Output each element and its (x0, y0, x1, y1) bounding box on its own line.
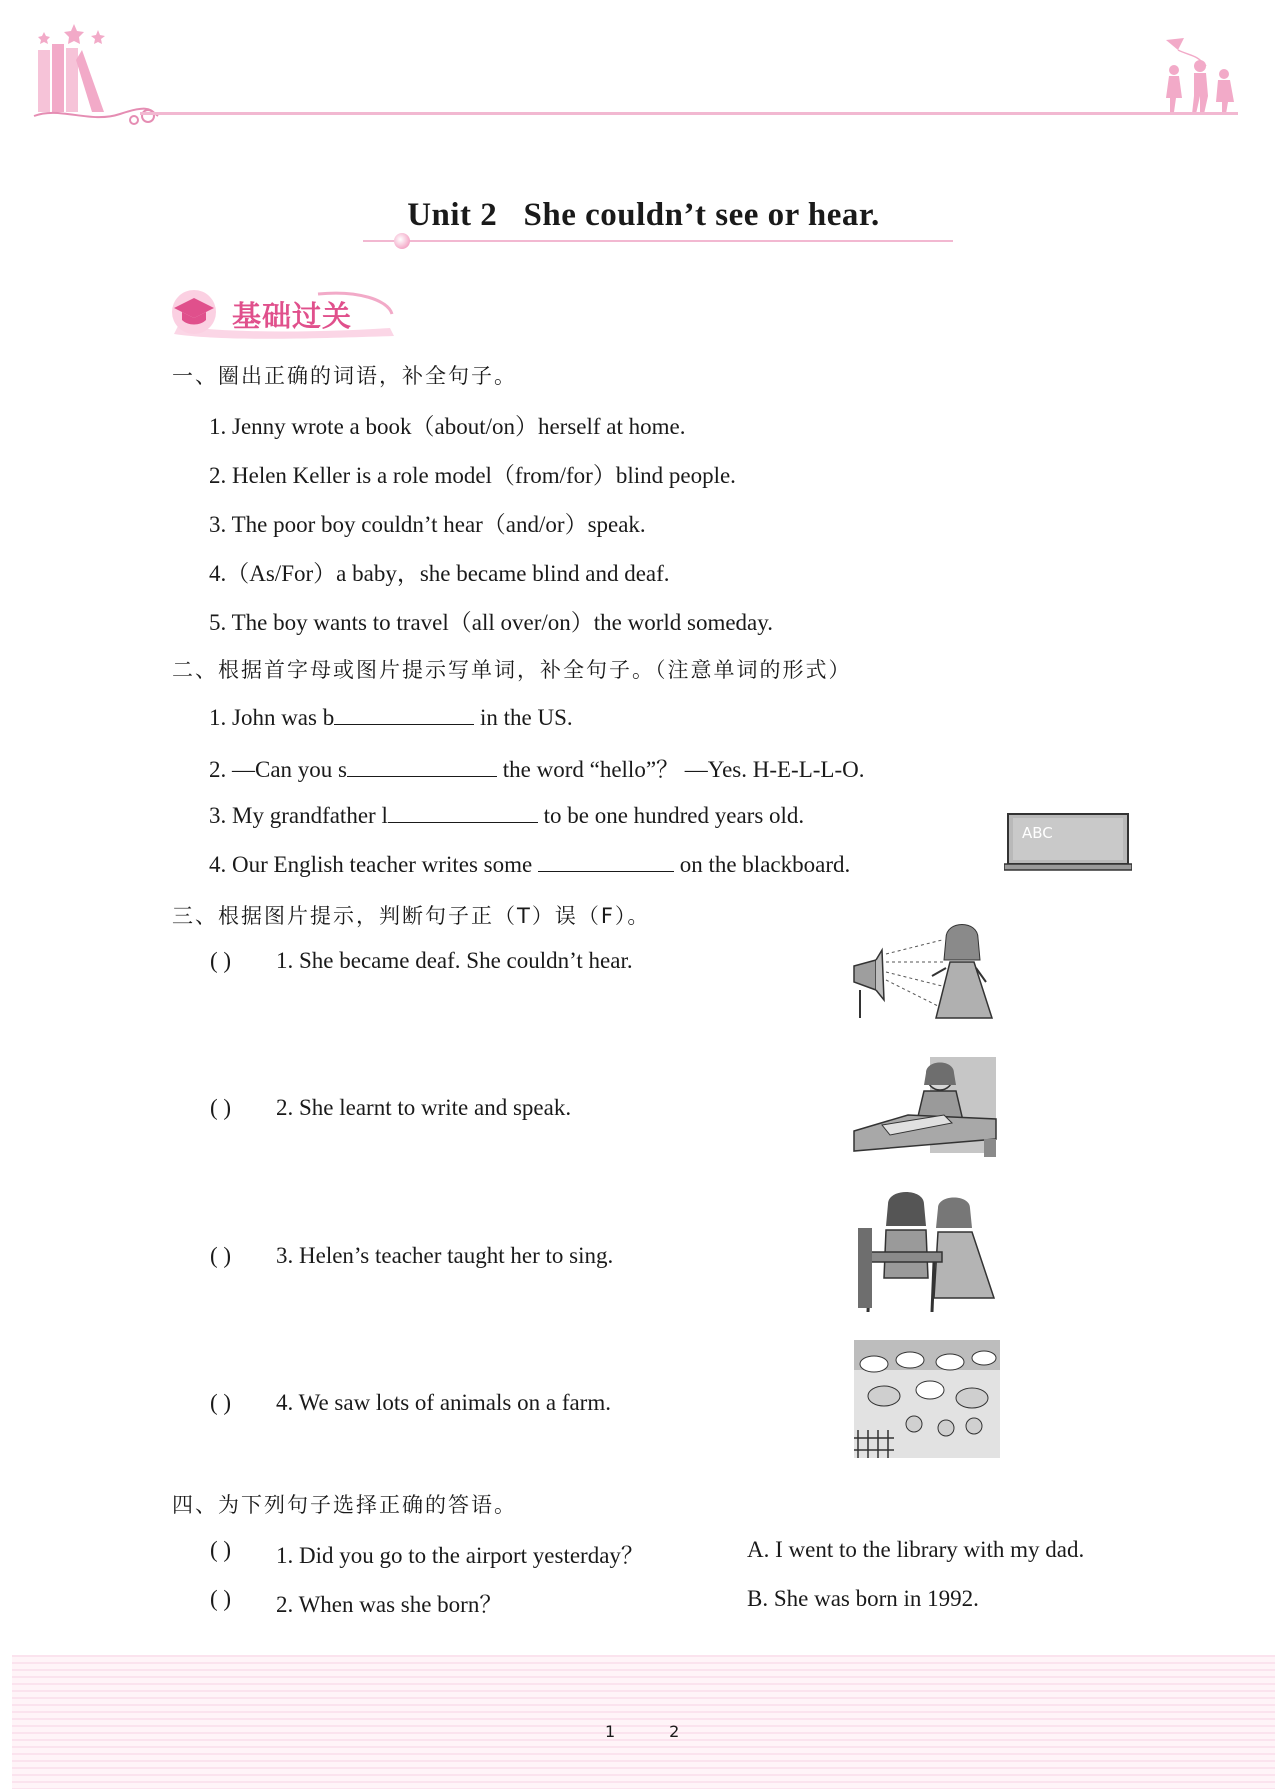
girl-loud-music-icon (846, 910, 1006, 1022)
item-text: the word “hello”？ —Yes. H-E-L-L-O. (497, 757, 865, 782)
tf-answer-box[interactable]: ( ) (210, 1243, 232, 1268)
tf-statement: 1. She became deaf. She couldn’t hear. (276, 948, 633, 973)
answer-blank[interactable] (334, 702, 474, 725)
item-text: 4. Our English teacher writes some (209, 852, 538, 877)
children-kite-icon (1160, 36, 1242, 116)
section2-heading: 二、根据首字母或图片提示写单词，补全句子。（注意单词的形式） (172, 658, 852, 682)
farm-animals-icon (854, 1340, 1000, 1458)
title-bullet-dot (394, 233, 410, 249)
item-text: to be one hundred years old. (537, 803, 805, 828)
teacher-student-icon (858, 1188, 998, 1314)
tf-statement: 4. We saw lots of animals on a farm. (276, 1390, 611, 1415)
page-number: 12 (605, 1722, 734, 1741)
section1-item: 4.（As/For）a baby，she became blind and deaf. (209, 561, 670, 586)
section4-heading: 四、为下列句子选择正确的答语。 (172, 1493, 517, 1517)
tf-answer-box[interactable]: ( ) (210, 948, 232, 973)
match-option: B. She was born in 1992. (747, 1586, 979, 1611)
section2-item (209, 849, 850, 878)
header-rule (140, 112, 1238, 115)
section3-heading: 三、根据图片提示，判断句子正（T）误（F）。 (172, 904, 651, 928)
match-answer-box[interactable]: ( ) (210, 1586, 232, 1611)
section1-item: 5. The boy wants to travel（all over/on）the world someday. (209, 610, 774, 635)
item-text: on the blackboard. (673, 852, 851, 877)
answer-blank[interactable] (538, 849, 674, 872)
section2-item (209, 702, 573, 731)
item-text: 2. —Can you s (209, 757, 347, 782)
title-underline (363, 240, 953, 242)
match-question: 2. When was she born？ (276, 1592, 503, 1617)
blackboard-icon (1004, 812, 1132, 872)
match-option: A. I went to the library with my dad. (747, 1537, 1085, 1562)
tf-answer-box[interactable]: ( ) (210, 1095, 232, 1120)
page-title: Unit 2 She couldn’t see or hear. (407, 197, 880, 233)
girl-typing-icon (852, 1055, 998, 1159)
section2-item (209, 751, 865, 784)
tf-answer-box[interactable]: ( ) (210, 1390, 232, 1415)
section-banner-label: 基础过关 (232, 299, 353, 333)
tf-statement: 2. She learnt to write and speak. (276, 1095, 572, 1120)
item-text: 3. My grandfather l (209, 803, 388, 828)
answer-blank[interactable] (347, 754, 497, 777)
item-text: 1. John was b (209, 705, 335, 730)
section1-item: 2. Helen Keller is a role model（from/for）blind people. (209, 463, 736, 488)
answer-blank[interactable] (388, 800, 538, 823)
section1-item: 3. The poor boy couldn’t hear（and/or）speak. (209, 512, 646, 537)
section2-item (209, 800, 804, 829)
match-answer-box[interactable]: ( ) (210, 1537, 232, 1562)
tf-statement: 3. Helen’s teacher taught her to sing. (276, 1243, 614, 1268)
item-text: in the US. (474, 705, 573, 730)
section1-heading: 一、圈出正确的词语，补全句子。 (172, 364, 517, 388)
blackboard-text: ABC (1022, 824, 1053, 842)
match-question: 1. Did you go to the airport yesterday？ (276, 1543, 644, 1568)
section1-item: 1. Jenny wrote a book（about/on）herself at home. (209, 414, 686, 439)
